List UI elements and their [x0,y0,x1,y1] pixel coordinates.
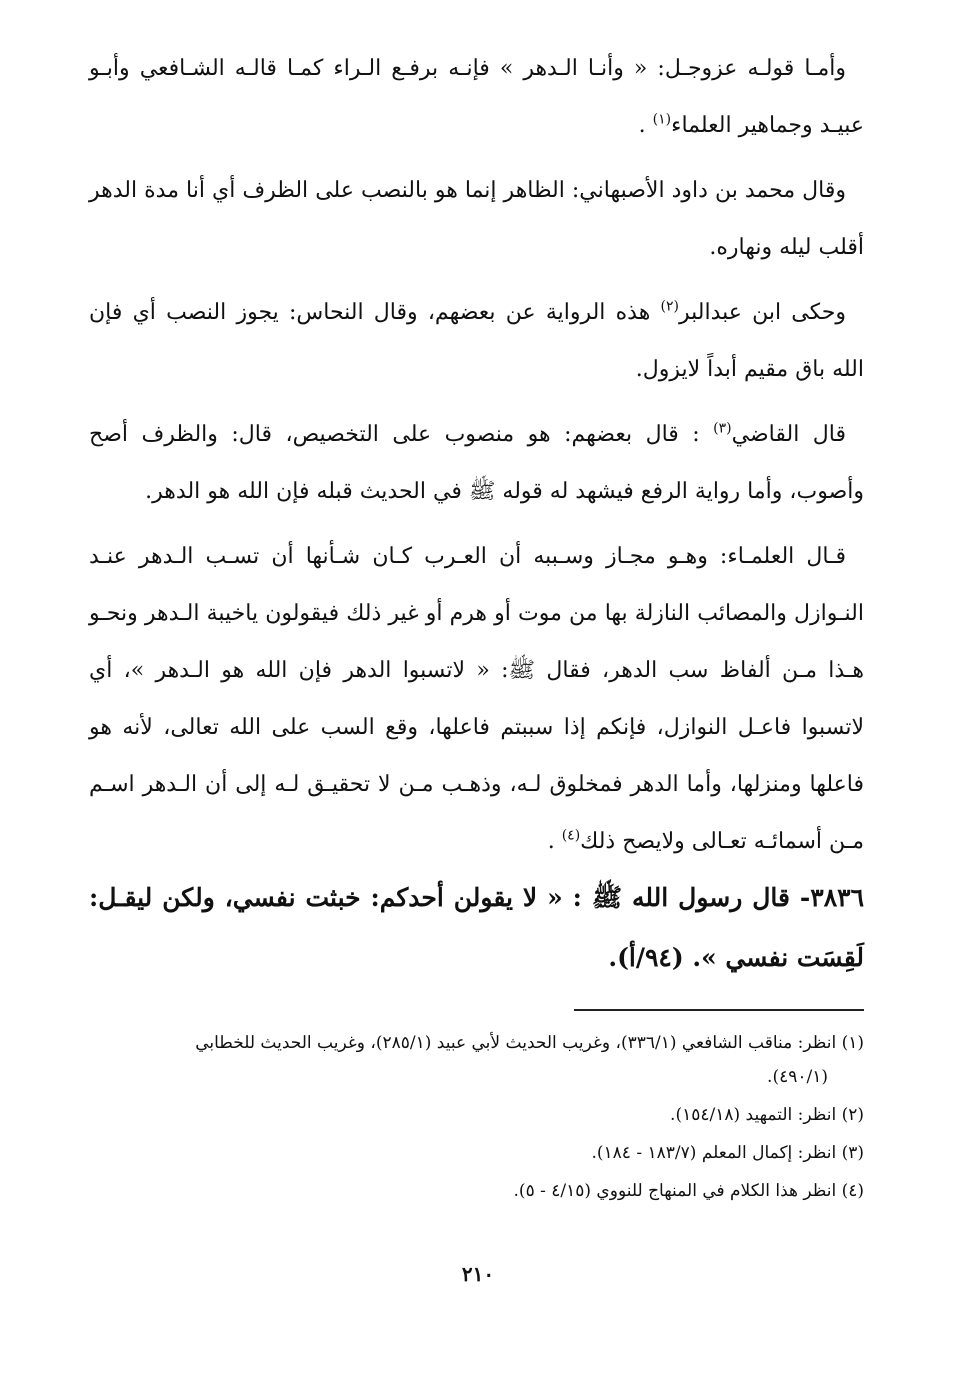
main-text [89,40,864,878]
footnote-ref: (٣) [713,420,732,437]
footnote-line: (٣) انظر: إكمال المعلم (١٨٣/٧ - ١٨٤). [591,1143,864,1163]
paragraph-tail: : قال بعضهم: هو منصوب على التخصيص، قال: والظرف أصح وأصوب، وأما رواية الرفع فيشهد له قوله ﷺ في الحديث قبله فإن الله هو الدهر. [89,422,864,504]
paragraph-text: قال القاضي [731,422,846,447]
paragraph-1 [89,40,864,154]
paragraph-text: وأمـا قولـه عزوجـل: « وأنـا الـدهر » فإنـه برفـع الـراء كمـا قالـه الشـافعي وأبـو عبيـد وجماهير العلماء [89,56,864,138]
paragraph-4 [89,406,864,520]
hadith-heading: ٣٨٣٦- قال رسول الله ﷺ : « لا يقولن أحدكم: خبثت نفسي، ولكن ليقـل: لَقِسَت نفسي ». (٩٤/أ). [89,883,864,972]
footnote-line: (٤) انظر هذا الكلام في المنهاج للنووي (٤/١٥ - ٥). [513,1181,864,1201]
footnote-2 [89,1098,864,1132]
footnote-line: (٢) انظر: التمهيد (١٥٤/١٨). [670,1105,864,1125]
footnote-ref: (٢) [660,298,679,315]
footnote-3 [89,1136,864,1170]
paragraph-text: قـال العلمـاء: وهـو مجـاز وسـببه أن العـرب كـان شـأنها أن تسـب الـدهر عنـد النـوازل والمصائب النازلة بها من موت أو هرم أو غير ذلك فيقولون ياخيبة الـدهر ونحـو هـذا مـن ألفاظ سب الدهر، فقال ﷺ: « لاتسبوا الدهر فإن الله هو الـدهر »، أي لاتسبوا فاعـل النوازل، فإنكم إذا سببتم فاعلها، وقع السب على الله تعالى، لأنه هو فاعلها ومنزلها، وأما الدهر فمخلوق لـه، وذهـب مـن لا تحقيـق لـه إلى أن الـدهر اسـم مـن أسمائـه تعـالى ولايصح ذلك [89,544,864,854]
paragraph-3 [89,284,864,398]
footnotes [89,1026,864,1212]
footnote-ref: (٤) [561,827,581,844]
paragraph-2 [89,162,864,276]
paragraph-tail: . [638,113,653,138]
paragraph-5 [89,528,864,870]
paragraph-text: وقال محمد بن داود الأصبهاني: الظاهر إنما هو بالنصب على الظرف أي أنا مدة الدهر أقلب ليله ونهاره. [89,178,864,260]
footnote-4 [89,1174,864,1208]
footnote-divider [574,1009,864,1011]
page-number: ٢١٠ [461,1262,495,1286]
footnote-ref: (١) [652,111,672,128]
paragraph-tail: هذه الرواية عن بعضهم، وقال النحاس: يجوز النصب أي فإن الله باق مقيم أبداً لايزول. [89,300,864,382]
footnote-line: (١) انظر: مناقب الشافعي (٣٣٦/١)، وغريب الحديث لأبي عبيد (٢٨٥/١)، وغريب الحديث للخطابي [195,1033,864,1053]
footnote-1 [89,1026,864,1094]
paragraph-text: وحكى ابن عبدالبر [678,300,846,325]
paragraph-tail: . [547,829,562,854]
footnote-line: (٤٩٠/١). [767,1067,828,1087]
